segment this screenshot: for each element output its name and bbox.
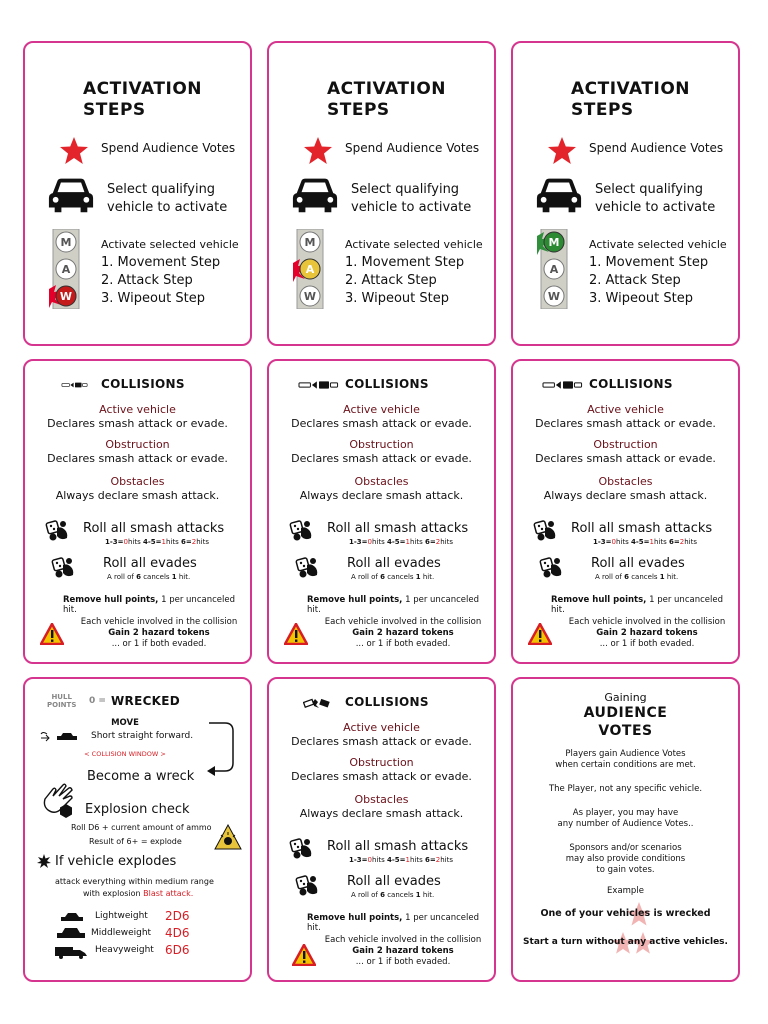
audience-votes-card bbox=[511, 677, 740, 982]
activation-card-2 bbox=[267, 41, 496, 346]
smash-table: 1-3=0hits 4-5=1hits 6=2hits bbox=[593, 538, 697, 546]
obstruction-desc: Declares smash attack or evade. bbox=[47, 452, 228, 465]
active-vehicle-label: Active vehicle bbox=[587, 403, 664, 416]
para-4a: Sponsors and/or scenarios bbox=[569, 843, 682, 853]
activation-title: ACTIVATION STEPS bbox=[571, 79, 690, 120]
activation-card-3 bbox=[511, 41, 740, 346]
obstruction-label: Obstruction bbox=[105, 438, 170, 451]
star-icon bbox=[59, 136, 89, 166]
step-attack: 2. Attack Step bbox=[101, 273, 193, 288]
activation-title: ACTIVATION STEPS bbox=[327, 79, 446, 120]
dice-icon bbox=[51, 555, 77, 579]
smash-table: 1-3=0hits 4-5=1hits 6=2hits bbox=[349, 856, 453, 864]
dice-icon bbox=[295, 555, 321, 579]
collisions-card-2 bbox=[267, 359, 496, 664]
para-1b: when certain conditions are met. bbox=[555, 760, 696, 770]
move-label: MOVE bbox=[111, 718, 139, 728]
hazard-icon bbox=[284, 623, 308, 645]
hazard-text-1: Each vehicle involved in the collision bbox=[324, 617, 482, 627]
wrecked-title: WRECKED bbox=[111, 694, 181, 708]
dice-icon bbox=[45, 518, 71, 542]
collisions-title: COLLISIONS bbox=[101, 377, 185, 391]
active-vehicle-label: Active vehicle bbox=[99, 403, 176, 416]
collision-icon bbox=[297, 380, 341, 390]
wrecked-card bbox=[23, 677, 252, 982]
hazard-text-1: Each vehicle involved in the collision bbox=[80, 617, 238, 627]
weight-heavy-dice: 6D6 bbox=[165, 943, 190, 957]
roll-smash-text: Roll all smash attacks bbox=[327, 521, 469, 536]
step-wipeout: 3. Wipeout Step bbox=[345, 291, 449, 306]
hazard-text-2: Gain 2 hazard tokens bbox=[352, 946, 454, 956]
with-line: with explosion Blast attack. bbox=[83, 889, 194, 898]
car-icon bbox=[535, 175, 583, 215]
evade-note: A roll of 6 cancels 1 hit. bbox=[595, 573, 679, 581]
roll-evades-text: Roll all evades bbox=[591, 556, 685, 571]
evade-note: A roll of 6 cancels 1 hit. bbox=[351, 891, 435, 899]
example-label: Example bbox=[607, 886, 644, 896]
step-movement: 1. Movement Step bbox=[101, 255, 221, 270]
dice-icon bbox=[289, 518, 315, 542]
hazard-text-2: Gain 2 hazard tokens bbox=[108, 628, 210, 638]
weight-heavy-label: Heavyweight bbox=[95, 945, 154, 955]
active-vehicle-desc: Declares smash attack or evade. bbox=[291, 417, 472, 430]
hazard-text-3: ... or 1 if both evaded. bbox=[355, 957, 451, 967]
gaining-label: Gaining bbox=[604, 691, 647, 704]
if-explodes-text: If vehicle explodes bbox=[55, 854, 177, 869]
obstacles-desc: Always declare smash attack. bbox=[299, 807, 464, 820]
car-icon bbox=[291, 175, 339, 215]
light-car-icon bbox=[59, 911, 85, 923]
star-icon bbox=[303, 136, 333, 166]
svg-text:M: M bbox=[60, 236, 72, 249]
remove-hull-text: Remove hull points, 1 per uncanceled hit. bbox=[307, 595, 479, 615]
hazard-text-3: ... or 1 if both evaded. bbox=[355, 639, 451, 649]
dashboard-icon bbox=[537, 229, 571, 309]
remove-hull-text: Remove hull points, 1 per uncanceled hit. bbox=[63, 595, 235, 615]
dice-icon bbox=[289, 836, 315, 860]
active-vehicle-label: Active vehicle bbox=[343, 403, 420, 416]
remove-hull-text: Remove hull points, 1 per uncanceled hit. bbox=[551, 595, 723, 615]
smash-table: 1-3=0hits 4-5=1hits 6=2hits bbox=[105, 538, 209, 546]
hazard-text-2: Gain 2 hazard tokens bbox=[352, 628, 454, 638]
step-movement: 1. Movement Step bbox=[589, 255, 709, 270]
collisions-card-1 bbox=[23, 359, 252, 664]
svg-text:A: A bbox=[61, 263, 71, 276]
hazard-text-1: Each vehicle involved in the collision bbox=[568, 617, 726, 627]
para-3a: As player, you may have bbox=[572, 808, 679, 818]
svg-text:M: M bbox=[304, 236, 316, 249]
para-3b: any number of Audience Votes.. bbox=[557, 819, 694, 829]
obstruction-desc: Declares smash attack or evade. bbox=[291, 452, 472, 465]
obstruction-label: Obstruction bbox=[593, 438, 658, 451]
collision-icon bbox=[303, 697, 331, 709]
obstruction-desc: Declares smash attack or evade. bbox=[535, 452, 716, 465]
para-2: The Player, not any specific vehicle. bbox=[548, 784, 703, 794]
star-icon bbox=[547, 136, 577, 166]
activation-card-1 bbox=[23, 41, 252, 346]
evade-note: A roll of 6 cancels 1 hit. bbox=[107, 573, 191, 581]
dice-icon bbox=[533, 518, 559, 542]
hull-zero-label: 0 = bbox=[89, 696, 106, 706]
step-wipeout: 3. Wipeout Step bbox=[101, 291, 205, 306]
result-line: Result of 6+ = explode bbox=[89, 837, 182, 846]
example-1: One of your vehicles is wrecked bbox=[540, 908, 711, 919]
active-vehicle-desc: Declares smash attack or evade. bbox=[291, 735, 472, 748]
weight-middle-dice: 4D6 bbox=[165, 926, 190, 940]
obstacles-desc: Always declare smash attack. bbox=[543, 489, 708, 502]
dice-icon bbox=[295, 873, 321, 897]
obstruction-label: Obstruction bbox=[349, 438, 414, 451]
select-vehicle-text: Select qualifying vehicle to activate bbox=[351, 182, 472, 215]
step-wipeout: 3. Wipeout Step bbox=[589, 291, 693, 306]
activate-selected-text: Activate selected vehicle bbox=[345, 238, 483, 251]
activation-title: ACTIVATION STEPS bbox=[83, 79, 202, 120]
para-4b: may also provide conditions bbox=[565, 854, 686, 864]
activate-selected-text: Activate selected vehicle bbox=[589, 238, 727, 251]
attack-line: attack everything within medium range bbox=[55, 877, 214, 886]
explosion-icon bbox=[37, 854, 51, 868]
hexagon-icon bbox=[59, 804, 73, 818]
audience-title-1: AUDIENCE bbox=[583, 705, 668, 721]
remove-hull-text: Remove hull points, 1 per uncanceled hit. bbox=[307, 913, 479, 933]
hazard-text-1: Each vehicle involved in the collision bbox=[324, 935, 482, 945]
collision-window-label: < COLLISION WINDOW > bbox=[84, 750, 166, 758]
obstacles-label: Obstacles bbox=[110, 475, 165, 488]
activate-selected-text: Activate selected vehicle bbox=[101, 238, 239, 251]
collisions-card-3 bbox=[511, 359, 740, 664]
active-vehicle-label: Active vehicle bbox=[343, 721, 420, 734]
select-vehicle-text: Select qualifying vehicle to activate bbox=[107, 182, 228, 215]
car-icon bbox=[47, 175, 95, 215]
step-attack: 2. Attack Step bbox=[345, 273, 437, 288]
weight-middle-label: Middleweight bbox=[91, 928, 152, 938]
roll-evades-text: Roll all evades bbox=[103, 556, 197, 571]
collision-icon bbox=[61, 380, 89, 390]
dashboard-icon bbox=[293, 229, 327, 309]
car-move-icon bbox=[39, 730, 79, 742]
hull-points-label: HULL POINTS bbox=[47, 693, 77, 709]
obstacles-desc: Always declare smash attack. bbox=[55, 489, 220, 502]
select-vehicle-text: Select qualifying vehicle to activate bbox=[595, 182, 716, 215]
hazard-icon bbox=[40, 623, 64, 645]
roll-line: Roll D6 + current amount of ammo bbox=[71, 823, 212, 832]
roll-smash-text: Roll all smash attacks bbox=[83, 521, 225, 536]
obstacles-desc: Always declare smash attack. bbox=[299, 489, 464, 502]
evade-note: A roll of 6 cancels 1 hit. bbox=[351, 573, 435, 581]
become-wreck-text: Become a wreck bbox=[87, 769, 195, 784]
svg-text:W: W bbox=[303, 290, 317, 303]
roll-evades-text: Roll all evades bbox=[347, 874, 441, 889]
collisions-card-4 bbox=[267, 677, 496, 982]
collision-icon bbox=[541, 380, 585, 390]
audience-title-2: VOTES bbox=[598, 723, 653, 739]
heavy-truck-icon bbox=[53, 943, 89, 959]
hazard-icon bbox=[528, 623, 552, 645]
dashboard-icon bbox=[49, 229, 83, 309]
middle-car-icon bbox=[55, 926, 87, 940]
collisions-title: COLLISIONS bbox=[589, 377, 673, 391]
explosion-hazard-icon bbox=[214, 824, 242, 850]
step-attack: 2. Attack Step bbox=[589, 273, 681, 288]
hazard-text-2: Gain 2 hazard tokens bbox=[596, 628, 698, 638]
move-desc: Short straight forward. bbox=[91, 731, 194, 741]
obstruction-label: Obstruction bbox=[349, 756, 414, 769]
bracket-arrow-icon bbox=[201, 719, 237, 779]
dice-icon bbox=[539, 555, 565, 579]
weight-light-label: Lightweight bbox=[95, 911, 148, 921]
obstacles-label: Obstacles bbox=[354, 793, 409, 806]
collisions-title: COLLISIONS bbox=[345, 377, 429, 391]
spend-votes-text: Spend Audience Votes bbox=[589, 141, 724, 155]
active-vehicle-desc: Declares smash attack or evade. bbox=[535, 417, 716, 430]
spend-votes-text: Spend Audience Votes bbox=[101, 141, 236, 155]
obstruction-desc: Declares smash attack or evade. bbox=[291, 770, 472, 783]
svg-text:M: M bbox=[548, 236, 560, 249]
svg-text:A: A bbox=[305, 263, 315, 276]
roll-evades-text: Roll all evades bbox=[347, 556, 441, 571]
hazard-text-3: ... or 1 if both evaded. bbox=[599, 639, 695, 649]
example-2: Start a turn without any active vehicles. bbox=[523, 937, 728, 947]
spend-votes-text: Spend Audience Votes bbox=[345, 141, 480, 155]
active-vehicle-desc: Declares smash attack or evade. bbox=[47, 417, 228, 430]
para-4c: to gain votes. bbox=[596, 865, 655, 875]
weight-light-dice: 2D6 bbox=[165, 909, 190, 923]
roll-smash-text: Roll all smash attacks bbox=[571, 521, 713, 536]
svg-text:A: A bbox=[549, 263, 559, 276]
hazard-text-3: ... or 1 if both evaded. bbox=[111, 639, 207, 649]
smash-table: 1-3=0hits 4-5=1hits 6=2hits bbox=[349, 538, 453, 546]
explosion-check-text: Explosion check bbox=[85, 802, 190, 817]
roll-smash-text: Roll all smash attacks bbox=[327, 839, 469, 854]
svg-text:W: W bbox=[547, 290, 561, 303]
obstacles-label: Obstacles bbox=[354, 475, 409, 488]
para-1a: Players gain Audience Votes bbox=[565, 749, 686, 759]
svg-text:W: W bbox=[59, 290, 73, 303]
step-movement: 1. Movement Step bbox=[345, 255, 465, 270]
collisions-title: COLLISIONS bbox=[345, 695, 429, 709]
obstacles-label: Obstacles bbox=[598, 475, 653, 488]
